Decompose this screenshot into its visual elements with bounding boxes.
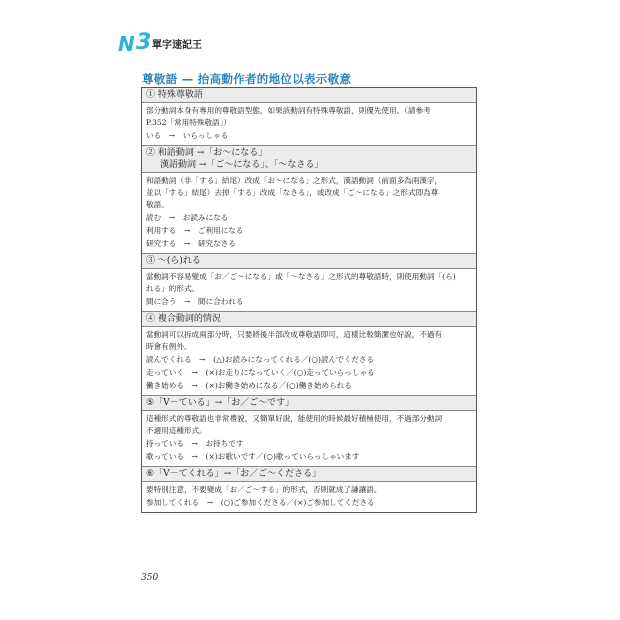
section-header xyxy=(142,146,476,173)
section-header xyxy=(142,312,476,327)
section-body xyxy=(142,411,476,467)
section-body xyxy=(142,173,476,254)
badge-letter: N xyxy=(118,32,135,56)
section-header-line: ① 特殊尊敬語 xyxy=(146,90,203,100)
example-line: 読む → お読みになる xyxy=(146,213,229,222)
page-number: 350 xyxy=(141,573,159,583)
example-line: 走っていく → (×)お走りになっていく／(○)走っていらっしゃる xyxy=(146,368,375,377)
example-line: 利用する → ご利用になる xyxy=(146,226,244,235)
example-line: 間に合う → 間に合われる xyxy=(146,297,244,306)
page-heading: 尊敬語 — 抬高動作者的地位以表示敬意 xyxy=(142,72,352,86)
explanation-line: 部分動詞本身有專用的尊敬語型態，如果該動詞有特殊尊敬語，則優先使用。（請參考 xyxy=(146,106,431,115)
explanation-line: 當動詞可以拆成兩部分時，只要將後半部改成尊敬語即可，這樣比較簡潔也好說，不過有 xyxy=(146,330,443,339)
series-title: 單字速記王 xyxy=(152,39,202,51)
section-body xyxy=(142,269,476,312)
section-body xyxy=(142,327,476,396)
section-header xyxy=(142,467,476,482)
example-line: 持っている → お持ちです xyxy=(146,439,244,448)
section-header xyxy=(142,396,476,411)
explanation-line: 敬語。 xyxy=(146,200,169,209)
series-logo xyxy=(118,30,202,56)
section-header-line: ④ 複合動詞的情況 xyxy=(146,314,221,324)
example-line: 働き始める → (×)お働き始めになる／(○)働き始められる xyxy=(146,381,352,390)
badge-number: 3 xyxy=(136,30,152,55)
example-line: いる → いらっしゃる xyxy=(146,131,229,140)
section-header xyxy=(142,254,476,269)
explanation-line: 不適用這種形式。 xyxy=(146,426,207,435)
n3-badge-icon xyxy=(118,30,158,56)
explanation-line: 時會有例外。 xyxy=(146,342,192,351)
explanation-line: 當動詞不容易變成「お／ご～になる」或「～なさる」之形式的尊敬語時，則使用動詞「(ら) xyxy=(146,272,456,281)
section-header-line: ② 和語動詞 →「お～になる」 xyxy=(146,148,268,158)
section-body xyxy=(142,482,476,512)
section-header-line: ⑤「V－ている」→「お／ご～です」 xyxy=(146,398,295,408)
grammar-table xyxy=(141,87,477,513)
explanation-line: P.352「常用特殊敬語」） xyxy=(146,118,232,127)
section-body xyxy=(142,103,476,146)
example-line: 歌っている → (×)お歌いです／(○)歌っていらっしゃいます xyxy=(146,452,360,461)
section-header-line: 漢語動詞 →「ご～になる」、「～なさる」 xyxy=(160,160,324,170)
section-header xyxy=(142,88,476,103)
example-line: 読んでくれる → (△)お読みになってくれる／(○)読んでくださる xyxy=(146,355,375,364)
explanation-line: 要特別注意，不要變成「お／ご～する」的形式，否則就成了謙讓語。 xyxy=(146,485,382,494)
section-header-line: ⑥「V－てくれる」→「お／ご～くださる」 xyxy=(146,469,322,479)
explanation-line: 這種形式的尊敬語也非常禮貌，又簡單好說，能使用的時候最好積極使用，不過部分動詞 xyxy=(146,414,443,423)
explanation-line: 並以「する」結尾）去掉「する」改成「なさる」，或改成「ご～になる」之形式即為尊 xyxy=(146,188,439,197)
example-line: 参加してくれる → (○)ご参加くださる／(×)ご参加してくださる xyxy=(146,498,375,507)
example-line: 研究する → 研究なさる xyxy=(146,239,236,248)
section-header-line: ③ ～(ら)れる xyxy=(146,256,201,266)
explanation-line: れる」的形式。 xyxy=(146,284,200,293)
explanation-line: 和語動詞（非「する」結尾）改成「お～になる」之形式，漢語動詞（前面多為兩漢字， xyxy=(146,176,443,185)
